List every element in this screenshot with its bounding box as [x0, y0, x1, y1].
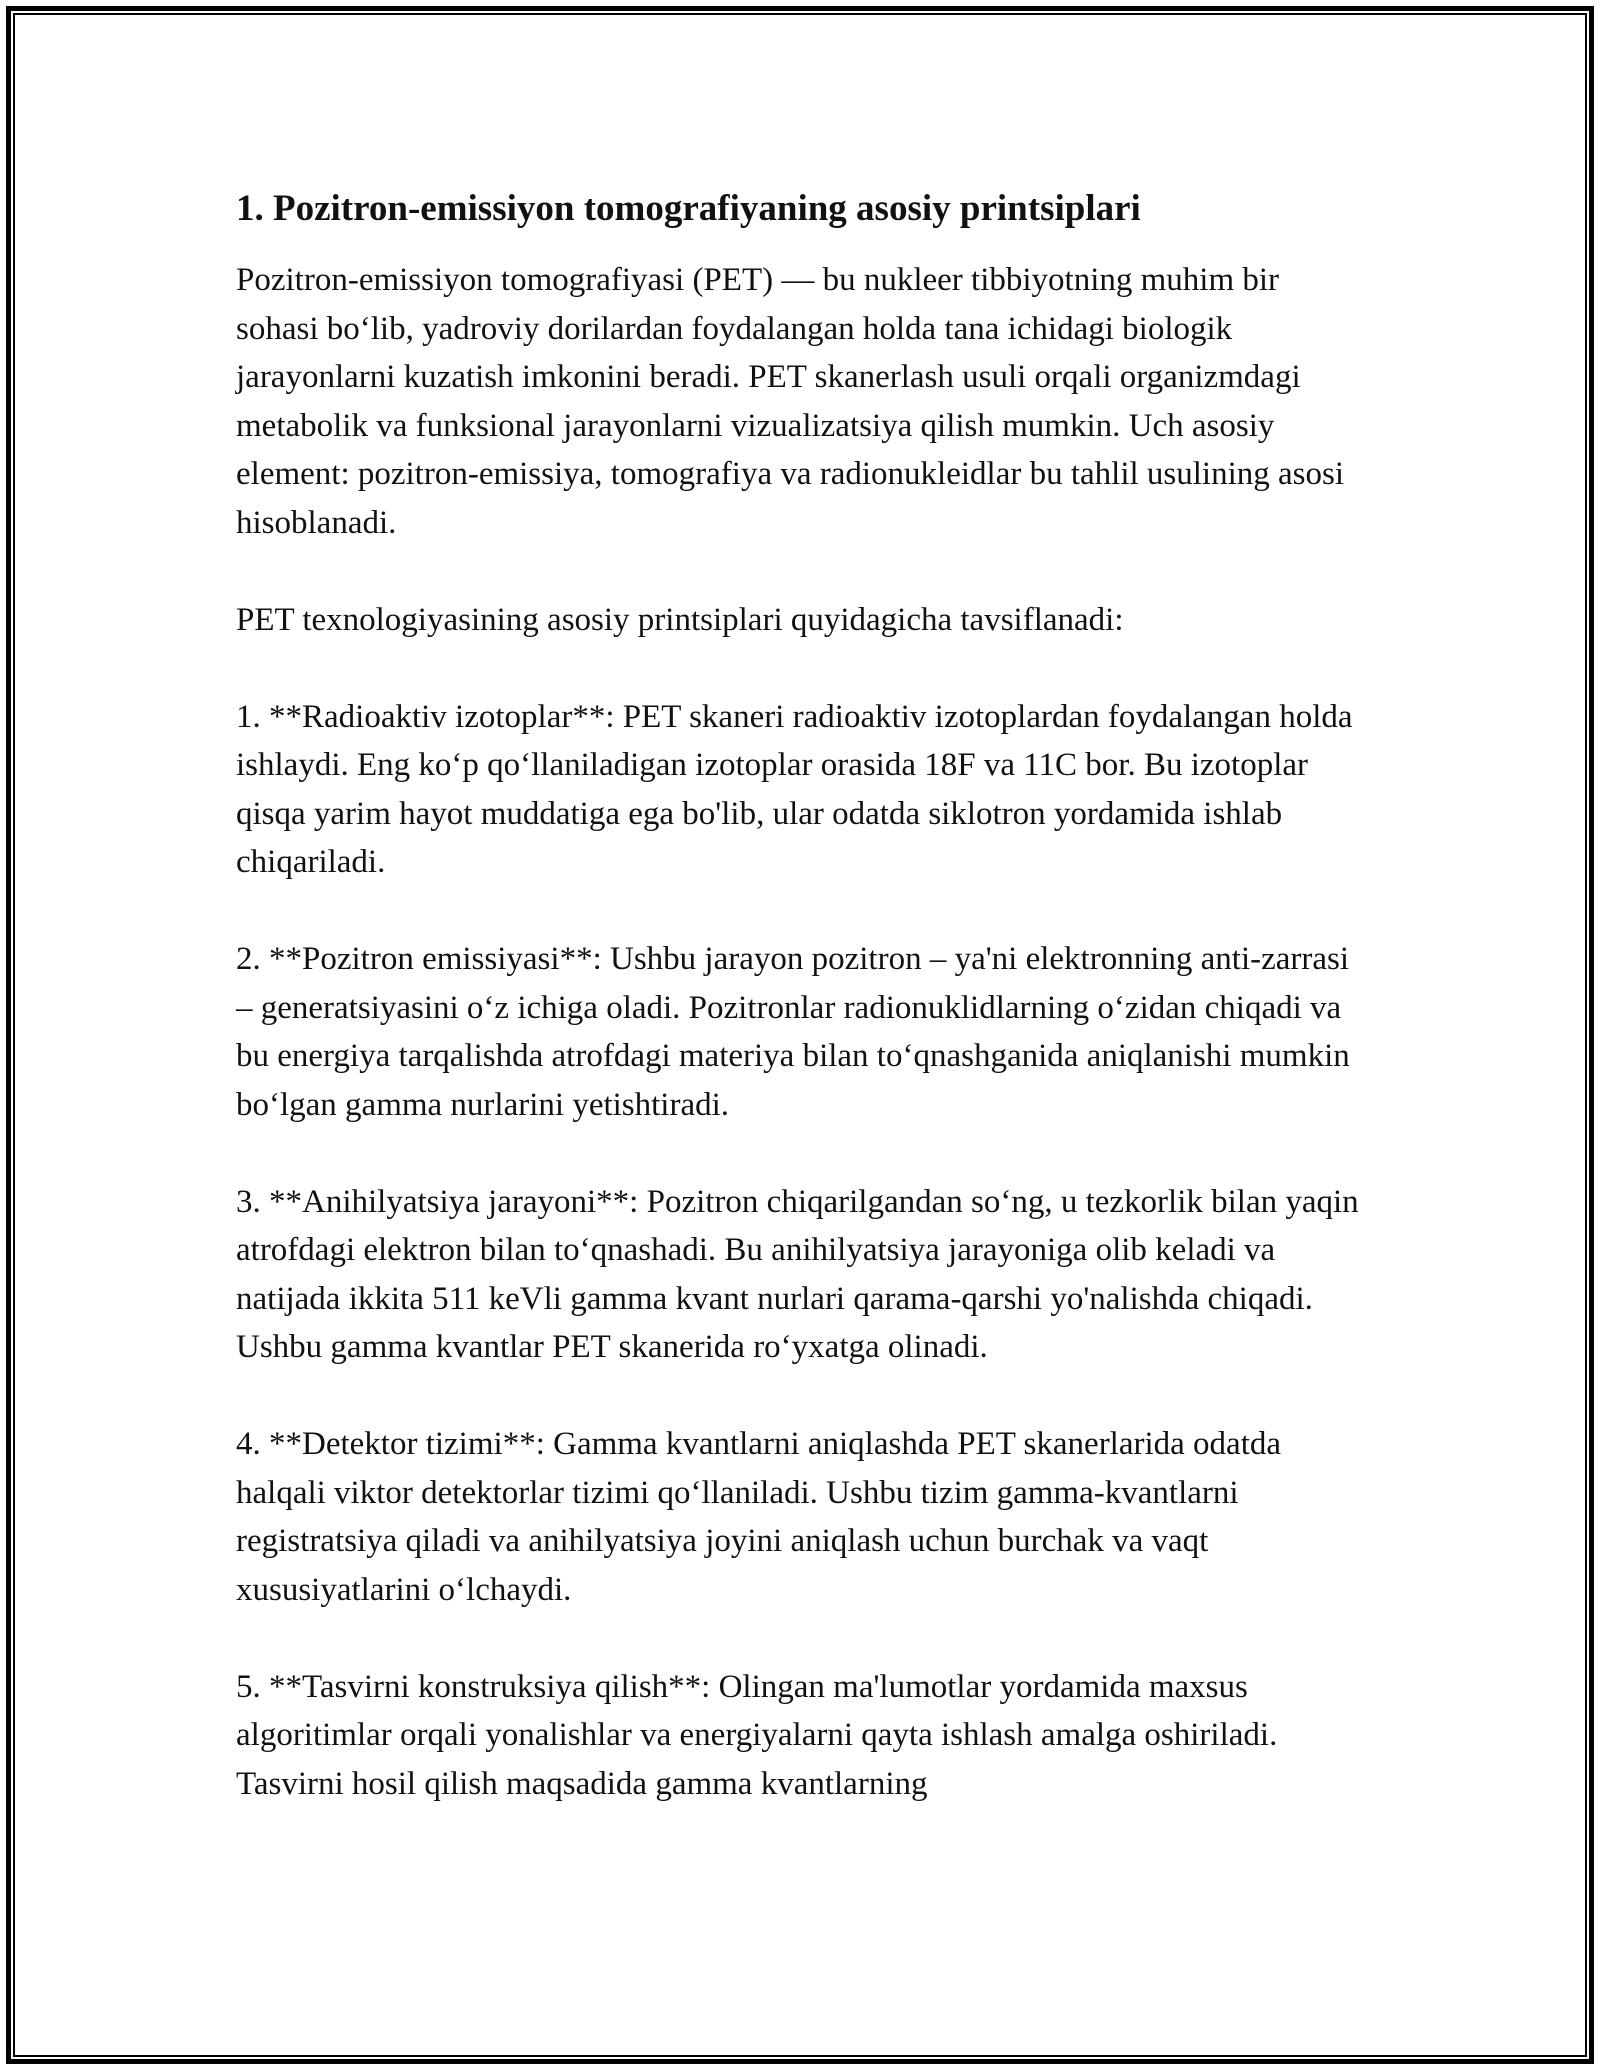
list-item-annihilation: 3. **Anihilyatsiya jarayoni**: Pozitron chiqarilgandan so‘ng, u tezkorlik bilan yaqin atrofdagi elektron bilan to‘qnashadi. Bu anihilyatsiya jarayoniga olib keladi va natijada ikkita 511 keVli gamma kvant nurlari qarama-qarshi yo'nalishda chiqadi. Ushbu gamma kvantlar PET skanerida ro‘yxatga olinadi. — [236, 1183, 1359, 1365]
list-item-radioactive-isotopes: 1. **Radioaktiv izotoplar**: PET skaneri radioaktiv izotoplardan foydalangan holda ishlaydi. Eng ko‘p qo‘llaniladigan izotoplar orasida 18F va 11C bor. Bu izotoplar qisqa yarim hayot muddatiga ega bo'lib, ular odatda siklotron yordamida ishlab chiqariladi. — [236, 698, 1353, 880]
list-item-positron-emission: 2. **Pozitron emissiyasi**: Ushbu jarayon pozitron – ya'ni elektronning anti-zarrasi – generatsiyasini o‘z ichiga oladi. Pozitronlar radionuklidlarning o‘zidan chiqadi va bu energiya tarqalishda atrofdagi materiya bilan to‘qnashganida aniqlanishi mumkin bo‘lgan gamma nurlarini yetishtiradi. — [236, 941, 1350, 1123]
list-item-detector-system: 4. **Detektor tizimi**: Gamma kvantlarni aniqlashda PET skanerlarida odatda halqali viktor detektorlar tizimi qo‘llaniladi. Ushbu tizim gamma-kvantlarni registratsiya qiladi va anihilyatsiya joyini aniqlash uchun burchak va vaqt xususiyatlarini o‘lchaydi. — [236, 1426, 1282, 1608]
section-heading: 1. Pozitron-emissiyon tomografiyaning asosiy printsiplari — [236, 188, 1141, 229]
intro-paragraph: Pozitron-emissiyon tomografiyasi (PET) — bu nukleer tibbiyotning muhim bir sohasi bo‘lib, yadroviy dorilardan foydalangan holda tana ichidagi biologik jarayonlarni kuzatish imkonini beradi. PET skanerlash usuli orqali organizmdagi metabolik va funksional jarayonlarni vizualizatsiya qilish mumkin. Uch asosiy element: pozitron-emissiya, tomografiya va radionukleidlar bu tahlil usulining asosi hisoblanadi. — [236, 262, 1344, 541]
lead-paragraph: PET texnologiyasining asosiy printsiplari quyidagicha tavsiflanadi: — [236, 601, 1124, 638]
document-body — [236, 186, 1366, 1857]
list-item-image-reconstruction: 5. **Tasvirni konstruksiya qilish**: Olingan ma'lumotlar yordamida maxsus algoritimlar orqali yonalishlar va energiyalarni qayta ishlash amalga oshiriladi. Tasvirni hosil qilish maqsadida gamma kvantlarning — [236, 1668, 1278, 1802]
